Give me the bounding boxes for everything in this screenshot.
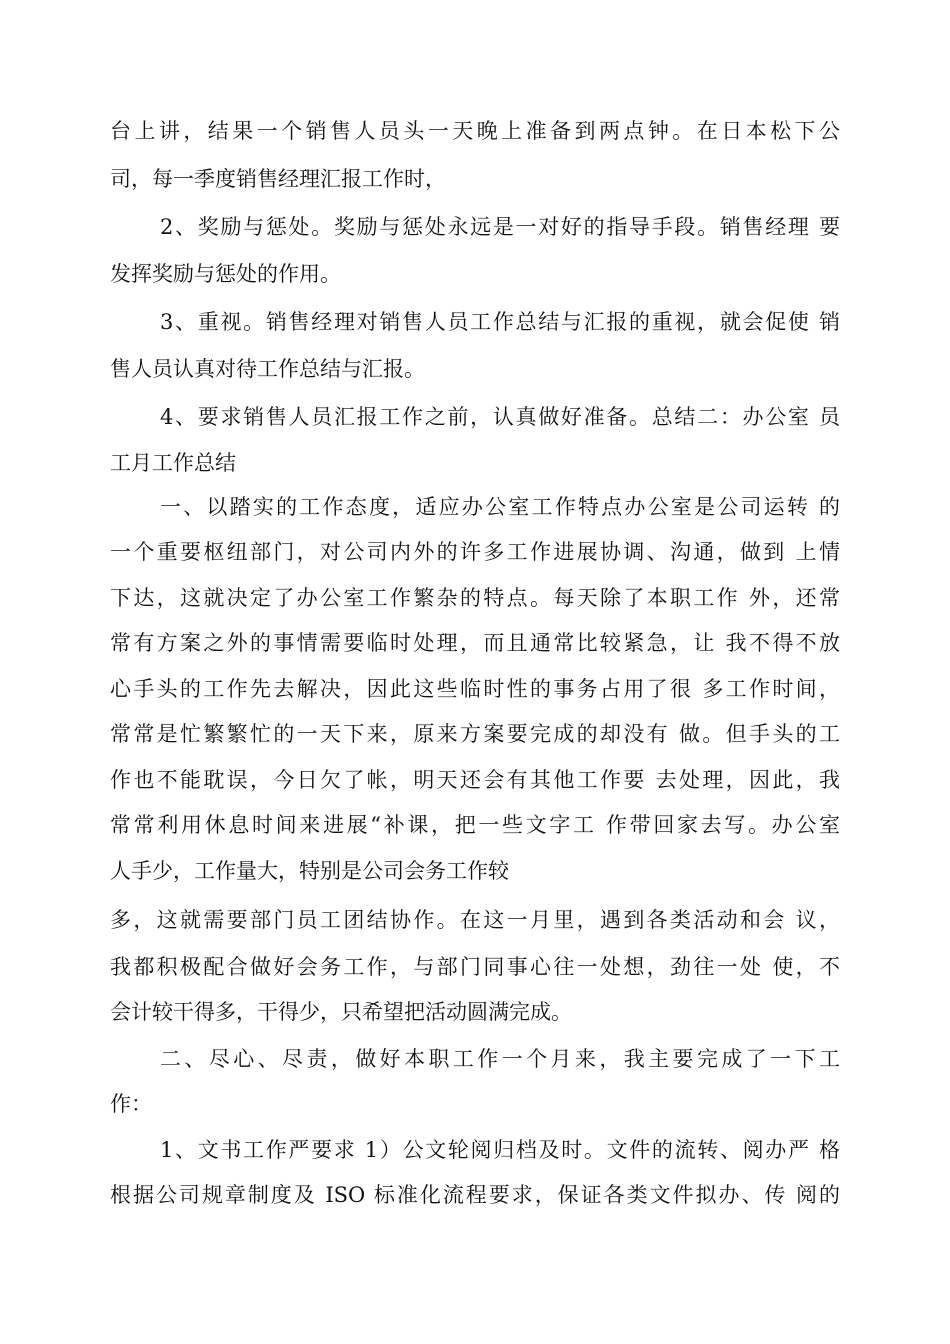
body-line: 下达，这就决定了办公室工作繁杂的特点。每天除了本职工作 外，还常 xyxy=(110,586,840,610)
body-line: 发挥奖励与惩处的作用。 xyxy=(110,262,341,286)
body-line: 作： xyxy=(110,1092,152,1116)
body-line: 台上讲，结果一个销售人员头一天晚上准备到两点钟。在日本松下公 xyxy=(110,119,840,143)
body-line: 心手头的工作先去解决，因此这些临时性的事务占用了很 多工作时间， xyxy=(110,677,840,701)
body-line: 常常是忙繁繁忙的一天下来，原来方案要完成的却没有 做。但手头的工 xyxy=(110,722,840,746)
body-line: 常常利用休息时间来进展“补课，把一些文字工 作带回家去写。办公室 xyxy=(110,813,840,837)
body-line: 售人员认真对待工作总结与汇报。 xyxy=(110,357,425,381)
paragraph-line: 3、重视。销售经理对销售人员工作总结与汇报的重视，就会促使 销 xyxy=(160,310,840,334)
body-line: 我都积极配合做好会务工作，与部门同事心往一处想，劲往一处 使，不 xyxy=(110,955,840,979)
paragraph-line: 一、以踏实的工作态度，适应办公室工作特点办公室是公司运转 的 xyxy=(160,495,840,519)
body-line: 人手少，工作量大，特别是公司会务工作较 xyxy=(110,859,509,883)
body-line: 司，每一季度销售经理汇报工作时， xyxy=(110,167,446,191)
body-line: 一个重要枢纽部门，对公司内外的许多工作进展协调、沟通，做到 上情 xyxy=(110,540,840,564)
body-line: 会计较干得多，干得少，只希望把活动圆满完成。 xyxy=(110,1000,572,1024)
body-line: 常有方案之外的事情需要临时处理，而且通常比较紧急，让 我不得不放 xyxy=(110,631,840,655)
paragraph-line: 二、尽心、尽责，做好本职工作一个月来，我主要完成了一下工 xyxy=(160,1047,840,1071)
paragraph-line: 2、奖励与惩处。奖励与惩处永远是一对好的指导手段。销售经理 要 xyxy=(160,215,840,239)
paragraph-line: 4、要求销售人员汇报工作之前，认真做好准备。总结二：办公室 员 xyxy=(160,405,840,429)
body-line: 作也不能耽误，今日欠了帐，明天还会有其他工作要 去处理，因此，我 xyxy=(110,768,840,792)
body-line: 多，这就需要部门员工团结协作。在这一月里，遇到各类活动和会 议， xyxy=(110,908,840,932)
body-line: 根据公司规章制度及 ISO 标准化流程要求，保证各类文件拟办、传 阅的 xyxy=(110,1183,840,1207)
body-line: 工月工作总结 xyxy=(110,451,236,475)
paragraph-line: 1、文书工作严要求 1）公文轮阅归档及时。文件的流转、阅办严 格 xyxy=(160,1138,840,1162)
